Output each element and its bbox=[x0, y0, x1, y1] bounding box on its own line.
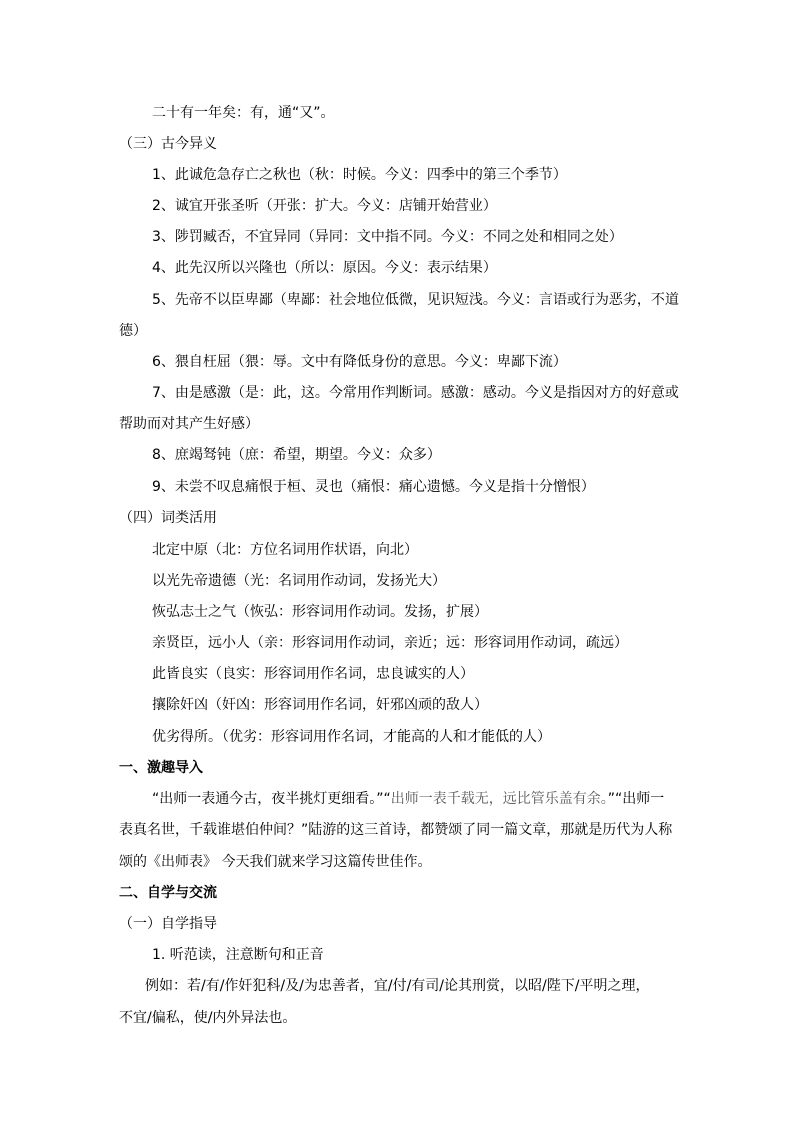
example-line: 例如：若/有/作奸犯科/及/为忠善者，宜/付/有司/论其刑赏，以昭/陛下/平明之理， bbox=[145, 978, 650, 994]
quote-text-gray: 出师一表千载无，远比管乐盖有余。 bbox=[390, 791, 608, 807]
list-item-continuation: 德） bbox=[119, 323, 147, 339]
list-item: 此皆良实（良实：形容词用作名词，忠良诚实的人） bbox=[152, 666, 474, 682]
list-item: 3、陟罚臧否，不宜异同（异同：文中指不同。今义：不同之处和相同之处） bbox=[152, 229, 623, 245]
subsection-heading: （一）自学指导 bbox=[119, 916, 217, 932]
list-item: 4、此先汉所以兴隆也（所以：原因。今义：表示结果） bbox=[152, 260, 497, 276]
list-item: 2、诚宜开张圣听（开张：扩大。今义：店铺开始营业） bbox=[152, 198, 497, 214]
text-line: 二十有一年矣：有，通“又”。 bbox=[152, 105, 335, 121]
list-item: 7、由是感激（是：此，这。今常用作判断词。感激：感动。今义是指因对方的好意或 bbox=[152, 385, 679, 401]
example-line: 不宜/偏私，使/内外异法也。 bbox=[119, 1010, 297, 1026]
list-item: 以光先帝遗德（光：名词用作动词，发扬光大） bbox=[152, 573, 446, 589]
section-heading: （四）词类活用 bbox=[119, 510, 217, 526]
paragraph-line: 表真名世，千载谁堪伯仲间？”陆游的这三首诗，都赞颂了同一篇文章，那就是历代为人称 bbox=[119, 822, 673, 838]
paragraph-line: 颂的《出师表》 今天我们就来学习这篇传世佳作。 bbox=[119, 854, 432, 870]
part-heading: 一、激趣导入 bbox=[119, 760, 203, 776]
section-heading: （三）古今异义 bbox=[119, 136, 217, 152]
list-item: 8、庶竭驽钝（庶：希望，期望。今义：众多） bbox=[152, 447, 441, 463]
list-item: 6、猥自枉屈（猥：辱。文中有降低身份的意思。今义：卑鄙下流） bbox=[152, 354, 567, 370]
list-item: 9、未尝不叹息痛恨于桓、灵也（痛恨：痛心遗憾。今义是指十分憎恨） bbox=[152, 479, 595, 495]
list-item: 亲贤臣，远小人（亲：形容词用作动词，亲近；远：形容词用作动词，疏远） bbox=[152, 635, 628, 651]
list-item: 攘除奸凶（奸凶：形容词用作名词，奸邪凶顽的敌人） bbox=[152, 697, 488, 713]
list-item: 北定中原（北：方位名词用作状语，向北） bbox=[152, 542, 418, 558]
list-item: 1. 听范读，注意断句和正音 bbox=[152, 947, 324, 963]
quote-text: “出师一表通今古，夜半挑灯更细看。”“ bbox=[152, 791, 391, 807]
paragraph-line bbox=[152, 789, 664, 809]
list-item: 优劣得所。（优劣：形容词用作名词，才能高的人和才能低的人） bbox=[152, 729, 551, 745]
list-item-continuation: 帮助而对其产生好感） bbox=[119, 416, 259, 432]
quote-text: ”“出师一 bbox=[607, 791, 665, 807]
list-item: 恢弘志士之气（恢弘：形容词用作动词。发扬，扩展） bbox=[152, 604, 488, 620]
part-heading: 二、自学与交流 bbox=[119, 885, 217, 901]
list-item: 5、先帝不以臣卑鄙（卑鄙：社会地位低微，见识短浅。今义：言语或行为恶劣，不道 bbox=[152, 292, 679, 308]
list-item: 1、此诚危急存亡之秋也（秋：时候。今义：四季中的第三个季节） bbox=[152, 167, 567, 183]
